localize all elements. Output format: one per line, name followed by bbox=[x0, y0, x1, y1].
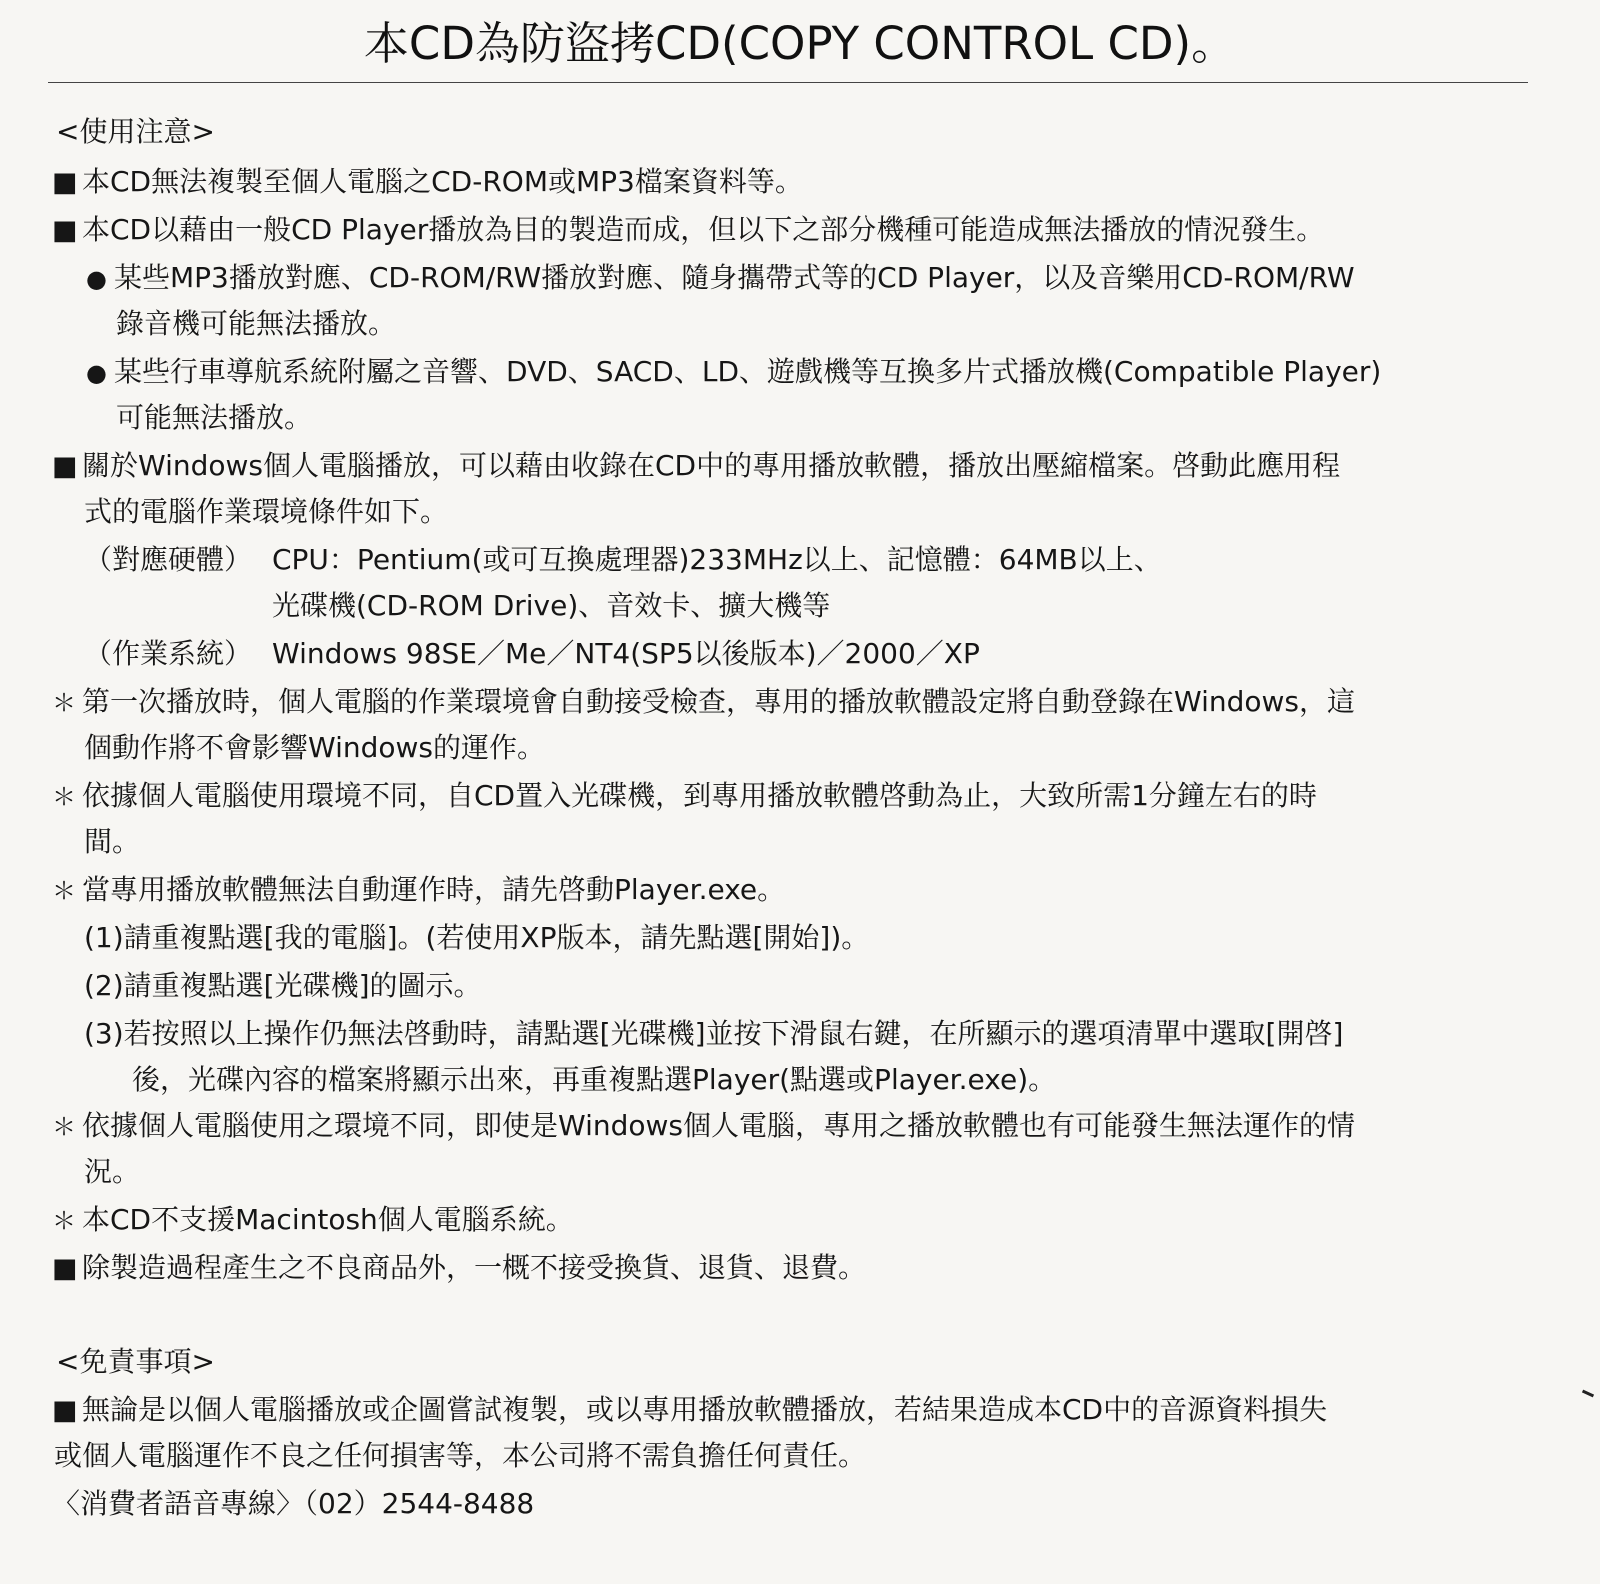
note-environment-line2: 況。 bbox=[84, 1155, 141, 1188]
usage-item-returns: ■ 除製造過程產生之不良商品外，一概不接受換貨、退貨、退費。 bbox=[52, 1248, 866, 1289]
hardware-row bbox=[84, 540, 1162, 580]
scan-speck bbox=[1582, 1390, 1594, 1398]
disclaimer-text-line1: ■ 無論是以個人電腦播放或企圖嘗試複製，或以專用播放軟體播放，若結果造成本CD中的音源資料損失 bbox=[52, 1390, 1327, 1431]
usage-bullet-mp3-line1: ● 某些MP3播放對應、CD-ROM/RW播放對應、隨身攜帶式等的CD Player，以及音樂用CD-ROM/RW bbox=[86, 258, 1355, 299]
step-1: (1)請重複點選[我的電腦]。(若使用XP版本，請先點選[開始])。 bbox=[84, 921, 870, 954]
hardware-value-line1: CPU：Pentium(或可互換處理器)233MHz以上、記憶體：64MB以上、 bbox=[272, 543, 1162, 576]
hardware-value-line2: 光碟機(CD-ROM Drive)、音效卡、擴大機等 bbox=[272, 589, 831, 622]
step-3-line1: (3)若按照以上操作仍無法啓動時，請點選[光碟機]並按下滑鼠右鍵，在所顯示的選項清單中選取[開啓] bbox=[84, 1017, 1344, 1050]
note-first-play-line2: 個動作將不會影響Windows的運作。 bbox=[84, 731, 545, 764]
title-divider bbox=[48, 82, 1528, 83]
usage-item-windows-line1: ■ 關於Windows個人電腦播放，可以藉由收錄在CD中的專用播放軟體，播放出壓縮檔案。啓動此應用程 bbox=[52, 446, 1340, 487]
usage-item-windows-line2: 式的電腦作業環境條件如下。 bbox=[84, 495, 449, 528]
os-value: Windows 98SE／Me／NT4(SP5以後版本)／2000／XP bbox=[272, 637, 980, 670]
note-startup-time-line2: 間。 bbox=[84, 825, 141, 858]
usage-item-copy: ■ 本CD無法複製至個人電腦之CD-ROM或MP3檔案資料等。 bbox=[52, 162, 803, 203]
hardware-label: （對應硬體） bbox=[84, 543, 253, 576]
disclaimer-text-line2: 或個人電腦運作不良之任何損害等，本公司將不需負擔任何責任。 bbox=[54, 1439, 867, 1472]
usage-bullet-mp3-line2: 錄音機可能無法播放。 bbox=[116, 307, 397, 340]
step-2: (2)請重複點選[光碟機]的圖示。 bbox=[84, 969, 482, 1002]
note-startup-time-line1: ＊ 依據個人電腦使用環境不同，自CD置入光碟機，到專用播放軟體啓動為止，大致所需1分鐘左右的時 bbox=[52, 776, 1317, 817]
disclaimer-heading: <免責事項> bbox=[56, 1345, 215, 1378]
os-label: （作業系統） bbox=[84, 637, 253, 670]
note-manual-start: ＊ 當專用播放軟體無法自動運作時，請先啓動Player.exe。 bbox=[52, 870, 785, 911]
page-title: 本CD為防盜拷CD(COPY CONTROL CD)。 bbox=[363, 17, 1237, 70]
usage-heading: <使用注意> bbox=[56, 115, 215, 148]
usage-bullet-car-line1: ● 某些行車導航系統附屬之音響、DVD、SACD、LD、遊戲機等互換多片式播放機(Compatible Player) bbox=[86, 352, 1381, 393]
consumer-hotline: 〈消費者語音專線〉（02）2544-8488 bbox=[52, 1487, 535, 1520]
usage-bullet-car-line2: 可能無法播放。 bbox=[116, 401, 313, 434]
note-macintosh: ＊ 本CD不支援Macintosh個人電腦系統。 bbox=[52, 1200, 574, 1241]
step-3-line2: 後，光碟內容的檔案將顯示出來，再重複點選Player(點選或Player.exe)。 bbox=[132, 1063, 1057, 1096]
os-row bbox=[84, 634, 980, 674]
usage-item-playback: ■ 本CD以藉由一般CD Player播放為目的製造而成，但以下之部分機種可能造成無法播放的情況發生。 bbox=[52, 210, 1324, 251]
note-environment-line1: ＊ 依據個人電腦使用之環境不同，即使是Windows個人電腦，專用之播放軟體也有可能發生無法運作的情 bbox=[52, 1106, 1355, 1147]
note-first-play-line1: ＊ 第一次播放時，個人電腦的作業環境會自動接受檢查，專用的播放軟體設定將自動登錄在Windows，這 bbox=[52, 682, 1355, 723]
